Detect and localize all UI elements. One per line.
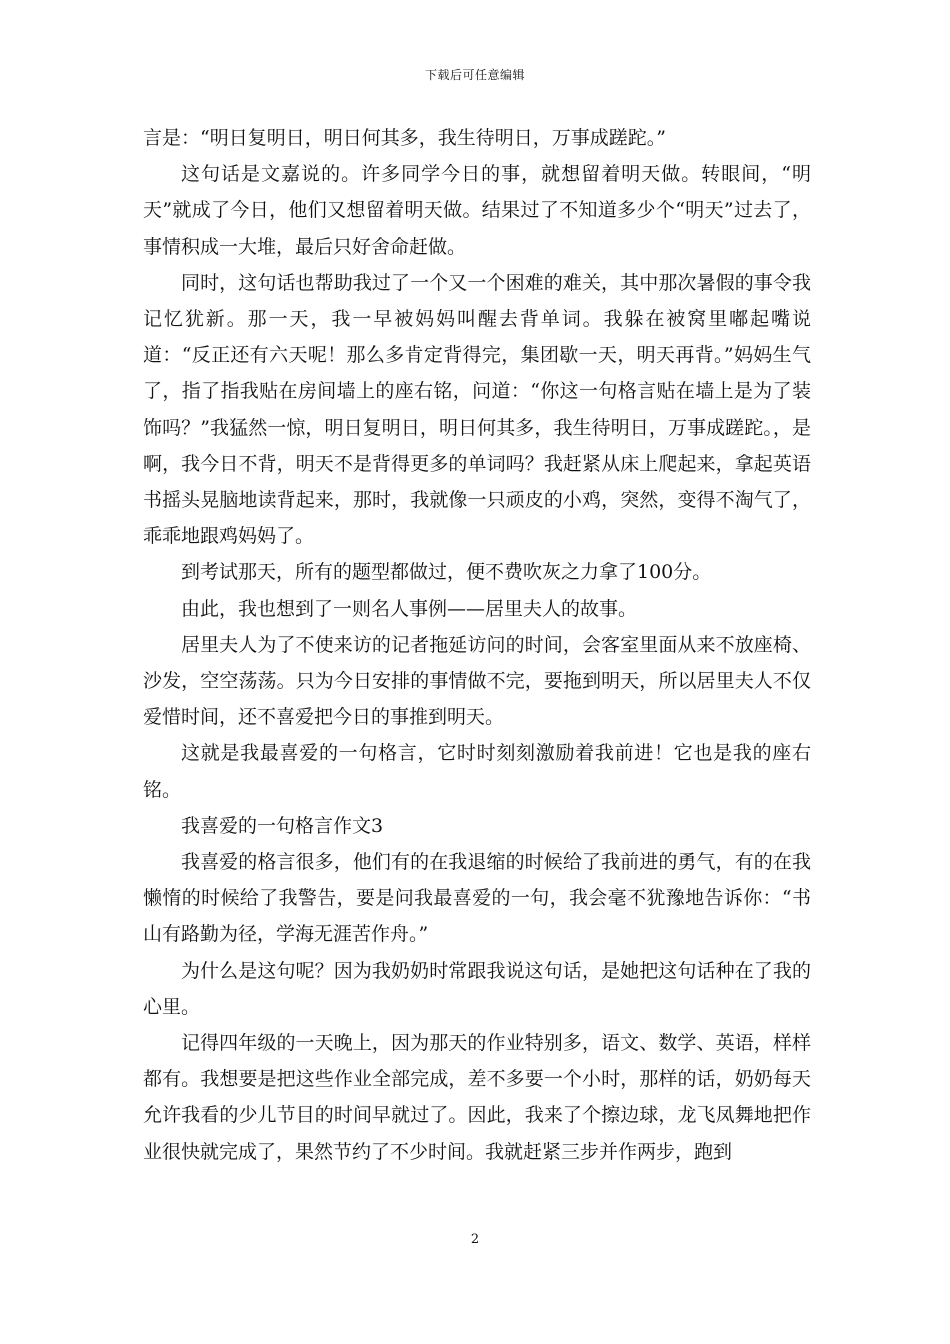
paragraph: 同时，这句话也帮助我过了一个又一个困难的难关，其中那次暑假的事令我记忆犹新。那一天，我一早被妈妈叫醒去背单词。我躲在被窝里嘟起嘴说道：“反正还有六天呢！那么多肯定背得完，集团歇一天，明天再背。”妈妈生气了，指了指我贴在房间墙上的座右铭，问道：“你这一句格言贴在墙上是为了装饰吗？”我猛然一惊，明日复明日，明日何其多，我生待明日，万事成蹉跎。，是啊，我今日不背，明天不是背得更多的单词吗？我赶紧从床上爬起来，拿起英语书摇头晃脑地读背起来，那时，我就像一只顽皮的小鸡，突然，变得不淘气了，乖乖地跟鸡妈妈了。 bbox=[143, 271, 811, 548]
paragraph: 为什么是这句呢？因为我奶奶时常跟我说这句话，是她把这句话种在了我的心里。 bbox=[143, 959, 811, 1018]
page-header: 下载后可任意编辑 bbox=[424, 68, 525, 82]
paragraph: 这句话是文嘉说的。许多同学今日的事，就想留着明天做。转眼间，“明天”就成了今日，他们又想留着明天做。结果过了不知道多少个“明天”过去了，事情积成一大堆，最后只好舍命赶做。 bbox=[143, 163, 811, 258]
page-number: 2 bbox=[470, 1232, 480, 1247]
paragraph: 记得四年级的一天晚上，因为那天的作业特别多，语文、数学、英语，样样都有。我想要是把这些作业全部完成，差不多要一个小时，那样的话，奶奶每天允许我看的少儿节目的时间早就过了。因此，我来了个擦边球，龙飞凤舞地把作业很快就完成了，果然节约了不少时间。我就赶紧三步并作两步，跑到 bbox=[143, 1032, 811, 1163]
paragraph-continued: 言是：“明日复明日，明日何其多，我生待明日，万事成蹉跎。” bbox=[143, 127, 666, 149]
paragraph: 这就是我最喜爱的一句格言，它时时刻刻激励着我前进！它也是我的座右铭。 bbox=[143, 742, 811, 801]
paragraph: 由此，我也想到了一则名人事例——居里夫人的故事。 bbox=[181, 597, 638, 620]
paragraph: 居里夫人为了不使来访的记者拖延访问的时间，会客室里面从来不放座椅、沙发，空空荡荡。只为今日安排的事情做不完，要拖到明天，所以居里夫人不仅爱惜时间，还不喜爱把今日的事推到明天。 bbox=[143, 633, 811, 729]
paragraph: 我喜爱的格言很多，他们有的在我退缩的时候给了我前进的勇气，有的在我懒惰的时候给了我警告，要是问我最喜爱的一句，我会毫不犹豫地告诉你：“书山有路勤为径，学海无涯苦作舟。” bbox=[143, 851, 811, 946]
document-body bbox=[143, 120, 811, 1170]
section-title: 我喜爱的一句格言作文3 bbox=[181, 814, 384, 837]
paragraph: 到考试那天，所有的题型都做过，便不费吹灰之力拿了100分。 bbox=[181, 561, 712, 584]
